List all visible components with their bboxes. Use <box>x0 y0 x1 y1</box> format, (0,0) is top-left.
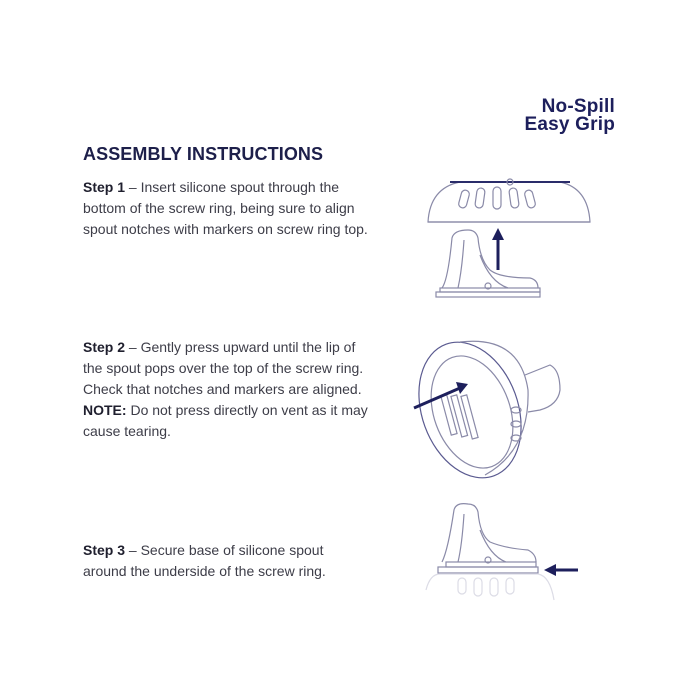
step-2-label: Step 2 <box>83 339 126 355</box>
step-2-body: – Gently press upward until the lip of the spout pops over the top of the screw ring. Check that notches and markers are aligned. <box>83 339 364 397</box>
step-1-illustration <box>420 160 620 310</box>
page-title: ASSEMBLY INSTRUCTIONS <box>83 144 324 164</box>
step-1-text <box>83 177 368 240</box>
brand-line-1: No-Spill <box>541 96 615 117</box>
step-3-illustration <box>420 490 620 620</box>
step-2-illustration <box>400 320 600 490</box>
step-2-text <box>83 337 368 442</box>
note-body: Do not press directly on vent as it may cause tearing. <box>83 402 368 439</box>
step-3-text <box>83 540 368 582</box>
step-1-label: Step 1 <box>83 179 126 195</box>
brand-name <box>524 98 615 134</box>
step-3-body: – Secure base of silicone spout around the underside of the screw ring. <box>83 542 326 579</box>
step-1-body: – Insert silicone spout through the bottom of the screw ring, being sure to align spout notches with markers on screw ring top. <box>83 179 368 237</box>
note-label: NOTE: <box>83 402 127 418</box>
step-3-label: Step 3 <box>83 542 126 558</box>
brand-line-2: Easy Grip <box>524 114 615 135</box>
